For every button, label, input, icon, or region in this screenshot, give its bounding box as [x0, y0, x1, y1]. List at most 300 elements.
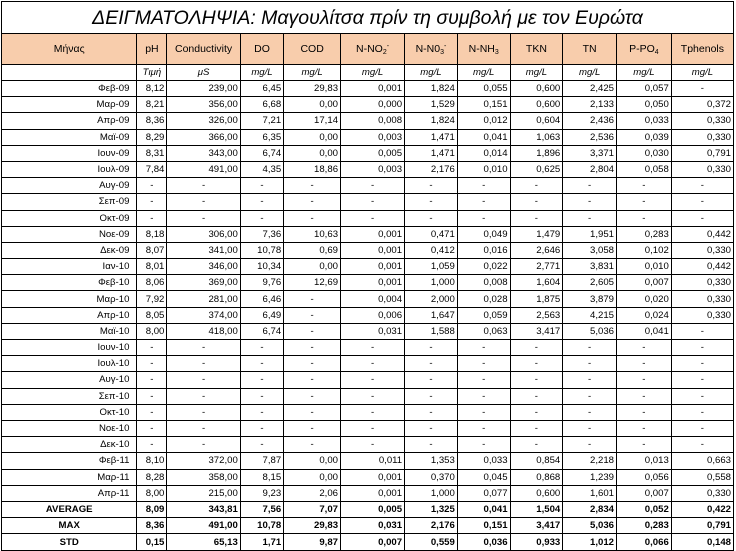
value-cell[interactable]: - [617, 372, 672, 388]
value-cell[interactable]: 369,00 [167, 275, 240, 291]
value-cell[interactable]: 8,31 [137, 145, 167, 161]
value-cell[interactable]: 346,00 [167, 259, 240, 275]
value-cell[interactable]: - [405, 194, 458, 210]
row-label-cell[interactable]: Σεπ-10 [2, 388, 137, 404]
value-cell[interactable]: 0,041 [457, 501, 510, 517]
value-cell[interactable]: 374,00 [167, 307, 240, 323]
value-cell[interactable]: 306,00 [167, 226, 240, 242]
value-cell[interactable]: 2,563 [510, 307, 563, 323]
value-cell[interactable]: 1,604 [510, 275, 563, 291]
value-cell[interactable]: - [137, 437, 167, 453]
value-cell[interactable]: 1,601 [563, 485, 617, 501]
value-cell[interactable]: 6,74 [240, 323, 283, 339]
unit-cell[interactable]: mg/L [341, 65, 405, 81]
value-cell[interactable]: 0,031 [341, 323, 405, 339]
row-label-cell[interactable]: AVERAGE [2, 501, 137, 517]
value-cell[interactable]: - [671, 210, 733, 226]
value-cell[interactable]: 0,442 [671, 259, 733, 275]
value-cell[interactable]: 10,34 [240, 259, 283, 275]
column-header[interactable] [167, 34, 240, 65]
value-cell[interactable]: 0,063 [457, 323, 510, 339]
value-cell[interactable]: 0,001 [341, 275, 405, 291]
value-cell[interactable]: 0,008 [341, 113, 405, 129]
value-cell[interactable]: 0,039 [617, 129, 672, 145]
value-cell[interactable]: - [405, 356, 458, 372]
value-cell[interactable]: 2,133 [563, 97, 617, 113]
value-cell[interactable]: - [671, 81, 733, 97]
row-label-cell[interactable]: Αυγ-09 [2, 178, 137, 194]
value-cell[interactable]: 8,15 [240, 469, 283, 485]
value-cell[interactable]: - [457, 356, 510, 372]
value-cell[interactable]: 0,057 [617, 81, 672, 97]
value-cell[interactable]: 10,78 [240, 518, 283, 534]
value-cell[interactable]: 0,330 [671, 113, 733, 129]
value-cell[interactable]: 2,605 [563, 275, 617, 291]
value-cell[interactable]: - [137, 420, 167, 436]
value-cell[interactable]: 6,35 [240, 129, 283, 145]
value-cell[interactable]: - [240, 388, 283, 404]
value-cell[interactable]: 491,00 [167, 161, 240, 177]
value-cell[interactable]: 8,36 [137, 113, 167, 129]
value-cell[interactable]: 0,559 [405, 534, 458, 550]
value-cell[interactable]: 0,600 [510, 97, 563, 113]
value-cell[interactable]: - [563, 356, 617, 372]
row-label-cell[interactable]: Ιουν-10 [2, 340, 137, 356]
value-cell[interactable]: 8,12 [137, 81, 167, 97]
value-cell[interactable]: 3,417 [510, 323, 563, 339]
value-cell[interactable]: 3,417 [510, 518, 563, 534]
column-header[interactable] [510, 34, 563, 65]
value-cell[interactable]: 0,041 [457, 129, 510, 145]
value-cell[interactable]: - [240, 404, 283, 420]
value-cell[interactable]: 0,148 [671, 534, 733, 550]
row-label-cell[interactable]: Ιαν-10 [2, 259, 137, 275]
row-label-cell[interactable]: Σεπ-09 [2, 194, 137, 210]
row-label-cell[interactable]: Φεβ-11 [2, 453, 137, 469]
row-label-cell[interactable]: Ιουλ-10 [2, 356, 137, 372]
value-cell[interactable]: 7,36 [240, 226, 283, 242]
value-cell[interactable]: - [563, 178, 617, 194]
value-cell[interactable]: - [457, 372, 510, 388]
value-cell[interactable]: - [167, 372, 240, 388]
value-cell[interactable]: 1,875 [510, 291, 563, 307]
unit-cell[interactable]: μS [167, 65, 240, 81]
value-cell[interactable]: 29,83 [284, 518, 341, 534]
value-cell[interactable]: 0,442 [671, 226, 733, 242]
value-cell[interactable]: 5,036 [563, 518, 617, 534]
value-cell[interactable]: 0,558 [671, 469, 733, 485]
value-cell[interactable]: - [137, 372, 167, 388]
value-cell[interactable]: - [240, 194, 283, 210]
value-cell[interactable]: 0,045 [457, 469, 510, 485]
column-header[interactable] [563, 34, 617, 65]
value-cell[interactable]: 366,00 [167, 129, 240, 145]
value-cell[interactable]: 0,69 [284, 242, 341, 258]
value-cell[interactable]: - [510, 437, 563, 453]
value-cell[interactable]: - [341, 404, 405, 420]
value-cell[interactable]: - [284, 210, 341, 226]
value-cell[interactable]: 0,001 [341, 259, 405, 275]
value-cell[interactable]: 3,831 [563, 259, 617, 275]
value-cell[interactable]: 0,059 [457, 307, 510, 323]
value-cell[interactable]: 0,330 [671, 242, 733, 258]
value-cell[interactable]: 8,10 [137, 453, 167, 469]
value-cell[interactable]: 3,058 [563, 242, 617, 258]
value-cell[interactable]: 9,23 [240, 485, 283, 501]
value-cell[interactable]: 29,83 [284, 81, 341, 97]
column-header[interactable] [671, 34, 733, 65]
value-cell[interactable]: - [405, 404, 458, 420]
value-cell[interactable]: 0,010 [617, 259, 672, 275]
value-cell[interactable]: - [563, 388, 617, 404]
value-cell[interactable]: 1,325 [405, 501, 458, 517]
value-cell[interactable]: - [341, 340, 405, 356]
value-cell[interactable]: 7,87 [240, 453, 283, 469]
value-cell[interactable]: - [284, 420, 341, 436]
value-cell[interactable]: 8,07 [137, 242, 167, 258]
value-cell[interactable]: 0,933 [510, 534, 563, 550]
unit-cell[interactable]: mg/L [240, 65, 283, 81]
value-cell[interactable]: 7,56 [240, 501, 283, 517]
value-cell[interactable]: - [167, 437, 240, 453]
value-cell[interactable]: 6,68 [240, 97, 283, 113]
value-cell[interactable]: - [240, 372, 283, 388]
value-cell[interactable]: 0,00 [284, 259, 341, 275]
value-cell[interactable]: 1,471 [405, 129, 458, 145]
value-cell[interactable]: - [284, 404, 341, 420]
value-cell[interactable]: 8,21 [137, 97, 167, 113]
value-cell[interactable]: 2,06 [284, 485, 341, 501]
value-cell[interactable]: 0,330 [671, 485, 733, 501]
value-cell[interactable]: 2,176 [405, 518, 458, 534]
value-cell[interactable]: - [284, 323, 341, 339]
column-header[interactable] [457, 34, 510, 65]
value-cell[interactable]: 0,020 [617, 291, 672, 307]
value-cell[interactable]: - [563, 194, 617, 210]
value-cell[interactable]: - [510, 356, 563, 372]
row-label-cell[interactable]: Μαϊ-09 [2, 129, 137, 145]
value-cell[interactable]: 3,371 [563, 145, 617, 161]
value-cell[interactable]: - [240, 356, 283, 372]
value-cell[interactable]: 0,625 [510, 161, 563, 177]
value-cell[interactable]: 0,330 [671, 291, 733, 307]
value-cell[interactable]: 0,868 [510, 469, 563, 485]
row-label-cell[interactable]: Μαϊ-10 [2, 323, 137, 339]
value-cell[interactable]: - [284, 356, 341, 372]
row-label-cell[interactable]: Μαρ-11 [2, 469, 137, 485]
value-cell[interactable]: 7,07 [284, 501, 341, 517]
value-cell[interactable]: 0,004 [341, 291, 405, 307]
value-cell[interactable]: 2,436 [563, 113, 617, 129]
value-cell[interactable]: 8,01 [137, 259, 167, 275]
value-cell[interactable]: 1,353 [405, 453, 458, 469]
value-cell[interactable]: - [457, 178, 510, 194]
value-cell[interactable]: 2,536 [563, 129, 617, 145]
row-label-cell[interactable]: Αυγ-10 [2, 372, 137, 388]
value-cell[interactable]: 9,76 [240, 275, 283, 291]
value-cell[interactable]: 2,218 [563, 453, 617, 469]
value-cell[interactable]: - [457, 210, 510, 226]
value-cell[interactable]: - [457, 437, 510, 453]
value-cell[interactable]: - [167, 194, 240, 210]
value-cell[interactable]: 8,36 [137, 518, 167, 534]
value-cell[interactable]: - [240, 437, 283, 453]
value-cell[interactable]: 372,00 [167, 453, 240, 469]
value-cell[interactable]: 0,151 [457, 97, 510, 113]
value-cell[interactable]: - [167, 210, 240, 226]
value-cell[interactable]: - [457, 340, 510, 356]
value-cell[interactable]: - [284, 372, 341, 388]
value-cell[interactable]: - [405, 340, 458, 356]
value-cell[interactable]: - [563, 420, 617, 436]
value-cell[interactable]: 0,00 [284, 469, 341, 485]
value-cell[interactable]: 0,00 [284, 97, 341, 113]
value-cell[interactable]: - [341, 388, 405, 404]
value-cell[interactable]: 0,052 [617, 501, 672, 517]
value-cell[interactable]: 8,05 [137, 307, 167, 323]
row-label-cell[interactable]: Οκτ-09 [2, 210, 137, 226]
value-cell[interactable]: 1,824 [405, 81, 458, 97]
value-cell[interactable]: 8,29 [137, 129, 167, 145]
value-cell[interactable]: - [341, 356, 405, 372]
value-cell[interactable]: - [457, 194, 510, 210]
value-cell[interactable]: 0,016 [457, 242, 510, 258]
value-cell[interactable]: 0,030 [617, 145, 672, 161]
value-cell[interactable]: 0,058 [617, 161, 672, 177]
value-cell[interactable]: - [341, 178, 405, 194]
value-cell[interactable]: - [510, 178, 563, 194]
value-cell[interactable]: 12,69 [284, 275, 341, 291]
value-cell[interactable]: 0,041 [617, 323, 672, 339]
value-cell[interactable]: 10,78 [240, 242, 283, 258]
value-cell[interactable]: 1,824 [405, 113, 458, 129]
row-label-cell[interactable]: Φεβ-10 [2, 275, 137, 291]
row-label-cell[interactable]: Μαρ-10 [2, 291, 137, 307]
value-cell[interactable]: 0,372 [671, 97, 733, 113]
value-cell[interactable]: 2,000 [405, 291, 458, 307]
value-cell[interactable]: - [167, 340, 240, 356]
row-label-cell[interactable]: Μαρ-09 [2, 97, 137, 113]
value-cell[interactable]: - [510, 210, 563, 226]
row-label-cell[interactable]: Απρ-11 [2, 485, 137, 501]
value-cell[interactable]: 1,71 [240, 534, 283, 550]
value-cell[interactable]: 358,00 [167, 469, 240, 485]
column-header[interactable] [137, 34, 167, 65]
value-cell[interactable]: - [617, 178, 672, 194]
value-cell[interactable]: 1,471 [405, 145, 458, 161]
value-cell[interactable]: - [284, 291, 341, 307]
value-cell[interactable]: 343,00 [167, 145, 240, 161]
value-cell[interactable]: - [617, 437, 672, 453]
value-cell[interactable]: 0,031 [341, 518, 405, 534]
value-cell[interactable]: 6,46 [240, 291, 283, 307]
value-cell[interactable]: - [563, 340, 617, 356]
row-label-cell[interactable]: Απρ-10 [2, 307, 137, 323]
value-cell[interactable]: 1,504 [510, 501, 563, 517]
value-cell[interactable]: - [457, 404, 510, 420]
value-cell[interactable]: - [137, 210, 167, 226]
value-cell[interactable]: - [240, 340, 283, 356]
value-cell[interactable]: 1,896 [510, 145, 563, 161]
value-cell[interactable]: - [671, 404, 733, 420]
value-cell[interactable]: - [671, 356, 733, 372]
value-cell[interactable]: 343,81 [167, 501, 240, 517]
value-cell[interactable]: 326,00 [167, 113, 240, 129]
value-cell[interactable]: 0,001 [341, 485, 405, 501]
value-cell[interactable]: 0,077 [457, 485, 510, 501]
value-cell[interactable]: - [510, 194, 563, 210]
value-cell[interactable]: 17,14 [284, 113, 341, 129]
value-cell[interactable]: 2,771 [510, 259, 563, 275]
value-cell[interactable]: - [137, 178, 167, 194]
value-cell[interactable]: 356,00 [167, 97, 240, 113]
unit-cell[interactable]: mg/L [671, 65, 733, 81]
value-cell[interactable]: 9,87 [284, 534, 341, 550]
value-cell[interactable]: 0,15 [137, 534, 167, 550]
value-cell[interactable]: 7,84 [137, 161, 167, 177]
value-cell[interactable]: 18,86 [284, 161, 341, 177]
value-cell[interactable]: - [284, 340, 341, 356]
value-cell[interactable]: 8,28 [137, 469, 167, 485]
unit-cell[interactable]: Τιμή [137, 65, 167, 81]
value-cell[interactable]: 0,791 [671, 518, 733, 534]
value-cell[interactable]: 1,000 [405, 275, 458, 291]
row-label-cell[interactable]: Απρ-09 [2, 113, 137, 129]
value-cell[interactable]: 0,008 [457, 275, 510, 291]
value-cell[interactable]: - [137, 388, 167, 404]
row-label-cell[interactable]: Οκτ-10 [2, 404, 137, 420]
value-cell[interactable]: - [457, 420, 510, 436]
value-cell[interactable]: 0,330 [671, 129, 733, 145]
value-cell[interactable]: - [405, 388, 458, 404]
value-cell[interactable]: - [671, 340, 733, 356]
value-cell[interactable]: - [617, 210, 672, 226]
value-cell[interactable]: 418,00 [167, 323, 240, 339]
value-cell[interactable]: - [671, 372, 733, 388]
value-cell[interactable]: 0,001 [341, 81, 405, 97]
value-cell[interactable]: 0,010 [457, 161, 510, 177]
value-cell[interactable]: - [563, 372, 617, 388]
unit-cell[interactable]: mg/L [284, 65, 341, 81]
value-cell[interactable]: 0,066 [617, 534, 672, 550]
value-cell[interactable]: 0,412 [405, 242, 458, 258]
value-cell[interactable]: 1,529 [405, 97, 458, 113]
value-cell[interactable]: 1,012 [563, 534, 617, 550]
unit-cell[interactable]: mg/L [457, 65, 510, 81]
value-cell[interactable]: 0,663 [671, 453, 733, 469]
value-cell[interactable]: - [671, 178, 733, 194]
value-cell[interactable]: - [405, 420, 458, 436]
value-cell[interactable]: - [167, 388, 240, 404]
value-cell[interactable]: - [137, 340, 167, 356]
value-cell[interactable]: - [405, 372, 458, 388]
value-cell[interactable]: - [167, 178, 240, 194]
value-cell[interactable]: 341,00 [167, 242, 240, 258]
row-label-cell[interactable]: MAX [2, 518, 137, 534]
value-cell[interactable]: 0,283 [617, 226, 672, 242]
value-cell[interactable]: 281,00 [167, 291, 240, 307]
value-cell[interactable]: 8,06 [137, 275, 167, 291]
value-cell[interactable]: - [341, 210, 405, 226]
value-cell[interactable]: 2,834 [563, 501, 617, 517]
value-cell[interactable]: 0,005 [341, 501, 405, 517]
value-cell[interactable]: 10,63 [284, 226, 341, 242]
value-cell[interactable]: 0,102 [617, 242, 672, 258]
value-cell[interactable]: 0,600 [510, 81, 563, 97]
value-cell[interactable]: - [284, 388, 341, 404]
value-cell[interactable]: 0,007 [341, 534, 405, 550]
value-cell[interactable]: 8,18 [137, 226, 167, 242]
value-cell[interactable]: 0,001 [341, 469, 405, 485]
row-label-cell[interactable]: Ιουν-09 [2, 145, 137, 161]
value-cell[interactable]: - [617, 404, 672, 420]
value-cell[interactable]: - [510, 340, 563, 356]
value-cell[interactable]: 0,028 [457, 291, 510, 307]
value-cell[interactable]: 1,000 [405, 485, 458, 501]
unit-cell[interactable] [2, 65, 137, 81]
unit-cell[interactable]: mg/L [510, 65, 563, 81]
value-cell[interactable]: 6,74 [240, 145, 283, 161]
value-cell[interactable]: - [617, 340, 672, 356]
value-cell[interactable]: - [341, 437, 405, 453]
value-cell[interactable]: 0,330 [671, 307, 733, 323]
value-cell[interactable]: 491,00 [167, 518, 240, 534]
value-cell[interactable]: 0,003 [341, 161, 405, 177]
value-cell[interactable]: 2,176 [405, 161, 458, 177]
value-cell[interactable]: 1,063 [510, 129, 563, 145]
value-cell[interactable]: - [284, 307, 341, 323]
value-cell[interactable]: 1,951 [563, 226, 617, 242]
unit-cell[interactable]: mg/L [617, 65, 672, 81]
value-cell[interactable]: - [457, 388, 510, 404]
value-cell[interactable]: 2,804 [563, 161, 617, 177]
value-cell[interactable]: 0,791 [671, 145, 733, 161]
value-cell[interactable]: - [240, 210, 283, 226]
value-cell[interactable]: - [405, 178, 458, 194]
value-cell[interactable]: 0,005 [341, 145, 405, 161]
value-cell[interactable]: 4,215 [563, 307, 617, 323]
value-cell[interactable]: 6,49 [240, 307, 283, 323]
value-cell[interactable]: - [671, 323, 733, 339]
value-cell[interactable]: - [137, 194, 167, 210]
value-cell[interactable]: 0,330 [671, 161, 733, 177]
value-cell[interactable]: 1,059 [405, 259, 458, 275]
value-cell[interactable]: 0,003 [341, 129, 405, 145]
value-cell[interactable]: - [137, 404, 167, 420]
value-cell[interactable]: 5,036 [563, 323, 617, 339]
value-cell[interactable]: 7,21 [240, 113, 283, 129]
column-header[interactable] [240, 34, 283, 65]
value-cell[interactable]: 0,033 [457, 453, 510, 469]
value-cell[interactable]: 0,013 [617, 453, 672, 469]
value-cell[interactable]: - [240, 420, 283, 436]
value-cell[interactable]: 0,056 [617, 469, 672, 485]
value-cell[interactable]: 0,600 [510, 485, 563, 501]
value-cell[interactable]: - [284, 194, 341, 210]
value-cell[interactable]: - [240, 178, 283, 194]
value-cell[interactable]: 0,000 [341, 97, 405, 113]
value-cell[interactable]: 0,471 [405, 226, 458, 242]
column-header[interactable] [341, 34, 405, 65]
value-cell[interactable]: 2,646 [510, 242, 563, 258]
column-header[interactable] [405, 34, 458, 65]
value-cell[interactable]: 0,007 [617, 485, 672, 501]
value-cell[interactable]: 8,00 [137, 323, 167, 339]
value-cell[interactable]: 0,036 [457, 534, 510, 550]
value-cell[interactable]: 0,00 [284, 145, 341, 161]
value-cell[interactable]: 65,13 [167, 534, 240, 550]
value-cell[interactable]: - [167, 420, 240, 436]
